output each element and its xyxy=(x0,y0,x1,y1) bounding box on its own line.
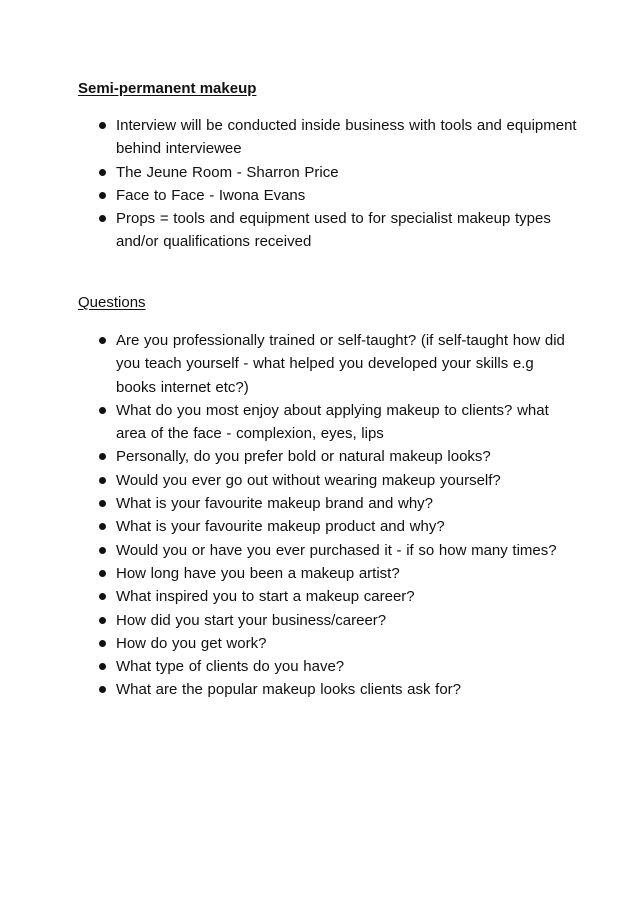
bullet-icon xyxy=(99,477,106,484)
bullet-icon xyxy=(99,617,106,624)
list-item xyxy=(78,539,578,562)
bullet-icon xyxy=(99,453,106,460)
bullet-icon xyxy=(99,547,106,554)
list-item xyxy=(78,655,578,678)
list-item xyxy=(78,515,578,538)
list-item xyxy=(78,492,578,515)
list-item xyxy=(78,161,578,184)
bullet-icon xyxy=(99,570,106,577)
questions-section xyxy=(78,292,578,702)
list-item xyxy=(78,114,578,161)
list-item-text: Interview will be conducted inside business with tools and equipment behind interviewee xyxy=(116,117,577,158)
list-item-text: Props = tools and equipment used to for specialist makeup types and/or qualifications received xyxy=(116,210,551,251)
list-item xyxy=(78,207,578,254)
list-item-text: How did you start your business/career? xyxy=(116,611,387,629)
list-item-text: What is your favourite makeup product and why? xyxy=(116,518,445,536)
list-item-text: What do you most enjoy about applying makeup to clients? what area of the face - complexion, eyes, lips xyxy=(116,401,549,443)
list-item xyxy=(78,562,578,585)
bullet-icon xyxy=(99,686,106,693)
list-item-text: What type of clients do you have? xyxy=(116,658,345,676)
list-item-text: What is your favourite makeup brand and why? xyxy=(116,495,433,513)
bullet-icon xyxy=(99,523,106,530)
bullet-icon xyxy=(99,663,106,670)
list-item xyxy=(78,678,578,701)
bullet-icon xyxy=(99,500,106,507)
section-heading-questions: Questions xyxy=(78,294,146,311)
bullet-icon xyxy=(99,640,106,647)
list-item xyxy=(78,399,578,446)
list-item-text: Are you professionally trained or self-taught? (if self-taught how did you teach yourself - what helped you developed your skills e.g books internet etc?) xyxy=(116,332,565,396)
list-item xyxy=(78,632,578,655)
list-item xyxy=(78,329,578,399)
list-item xyxy=(78,585,578,608)
list-item xyxy=(78,445,578,468)
bullet-list-notes xyxy=(78,114,578,254)
semi-permanent-makeup-section xyxy=(78,78,578,254)
list-item-text: Personally, do you prefer bold or natural makeup looks? xyxy=(116,448,491,466)
bullet-icon xyxy=(99,122,106,129)
bullet-icon xyxy=(99,593,106,600)
bullet-icon xyxy=(99,192,106,199)
list-item xyxy=(78,469,578,492)
list-item xyxy=(78,184,578,207)
bullet-icon xyxy=(99,215,106,222)
list-item-text: How do you get work? xyxy=(116,634,267,652)
list-item xyxy=(78,609,578,632)
section-heading-semi-permanent-makeup: Semi-permanent makeup xyxy=(78,80,257,97)
list-item-text: Would you ever go out without wearing makeup yourself? xyxy=(116,471,501,489)
bullet-icon xyxy=(99,407,106,414)
bullet-list-questions xyxy=(78,329,578,702)
list-item-text: What are the popular makeup looks clients ask for? xyxy=(116,681,462,699)
list-item-text: How long have you been a makeup artist? xyxy=(116,564,400,582)
list-item-text: Would you or have you ever purchased it - if so how many times? xyxy=(116,541,557,559)
list-item-text: The Jeune Room - Sharron Price xyxy=(116,163,339,181)
list-item-text: What inspired you to start a makeup career? xyxy=(116,588,415,606)
bullet-icon xyxy=(99,169,106,176)
list-item-text: Face to Face - Iwona Evans xyxy=(116,186,306,204)
bullet-icon xyxy=(99,337,106,344)
